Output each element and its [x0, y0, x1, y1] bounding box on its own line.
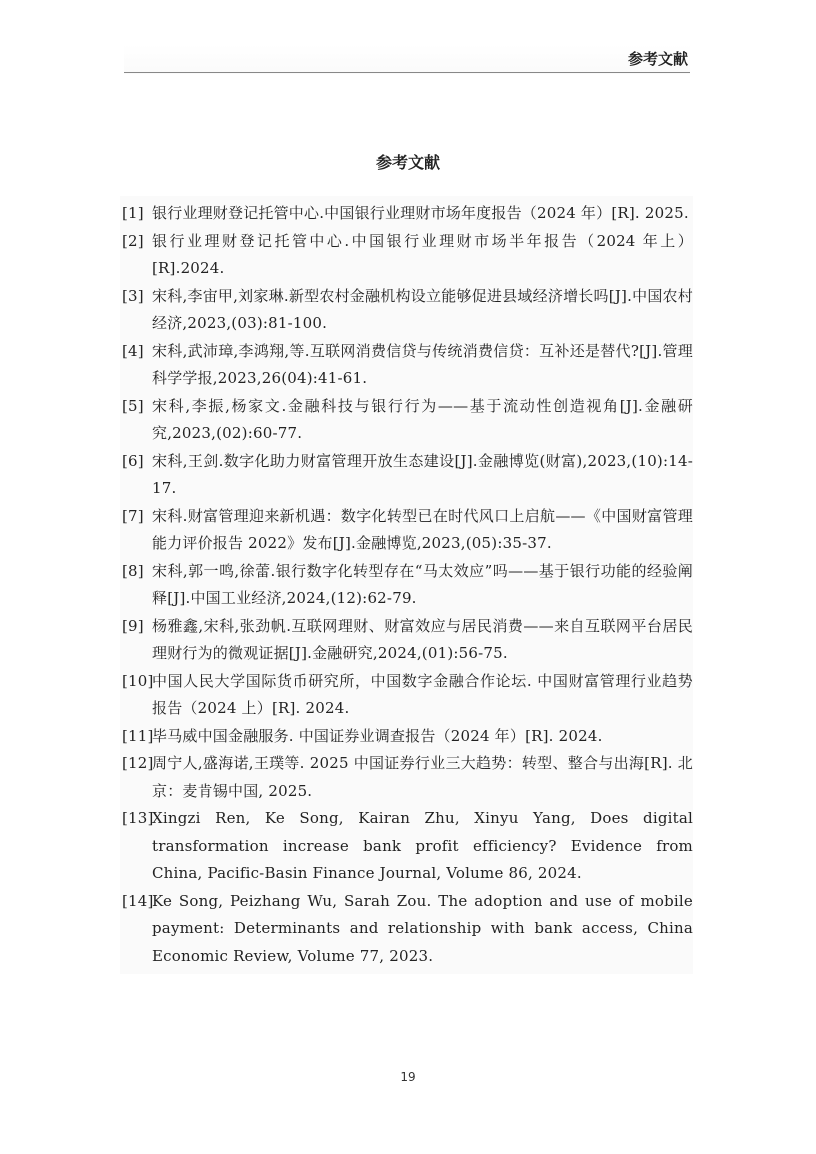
- reference-item: [120, 888, 693, 971]
- reference-text: 银行业理财登记托管中心.中国银行业理财市场年度报告（2024 年）[R]. 2025.: [152, 204, 689, 222]
- reference-list: [120, 196, 693, 974]
- reference-item: [120, 448, 693, 503]
- reference-item: [120, 228, 693, 283]
- reference-item: [120, 805, 693, 888]
- reference-text: 宋科,武沛璋,李鸿翔,等.互联网消费信贷与传统消费信贷：互补还是替代?[J].管理科学学报,2023,26(04):41-61.: [152, 341, 693, 387]
- section-title: 参考文献: [375, 153, 440, 172]
- reference-text: 宋科,李振,杨家文.金融科技与银行行为——基于流动性创造视角[J].金融研究,2023,(02):60-77.: [152, 396, 693, 442]
- reference-number: [11]: [122, 726, 154, 745]
- reference-text: 毕马威中国金融服务. 中国证券业调查报告（2024 年）[R]. 2024.: [152, 726, 603, 745]
- reference-item: [120, 503, 693, 558]
- reference-item: [120, 723, 693, 751]
- reference-item: [120, 200, 693, 228]
- reference-item: [120, 338, 693, 393]
- reference-item: [120, 393, 693, 448]
- page-number: 19: [400, 1070, 416, 1084]
- reference-number: [1]: [122, 204, 144, 222]
- reference-item: [120, 283, 693, 338]
- reference-text: 宋科.财富管理迎来新机遇：数字化转型已在时代风口上启航——《中国财富管理能力评价报告 2022》发布[J].金融博览,2023,(05):35-37.: [152, 506, 693, 552]
- reference-text: 中国人民大学国际货币研究所，中国数字金融合作论坛. 中国财富管理行业趋势报告（2024 上）[R]. 2024.: [152, 671, 693, 717]
- reference-number: [8]: [122, 561, 144, 580]
- reference-text: Xingzi Ren, Ke Song, Kairan Zhu, Xinyu Yang, Does digital transformation increase bank profit efficiency? Evidence from China, Pacific-Basin Finance Journal, Volume 86, 2024.: [152, 809, 693, 882]
- reference-number: [4]: [122, 341, 144, 360]
- header-band: [124, 44, 690, 74]
- reference-text: 周宁人,盛海诺,王璞等. 2025 中国证券行业三大趋势：转型、整合与出海[R]. 北京：麦肯锡中国, 2025.: [152, 754, 693, 800]
- reference-text: 宋科,王剑.数字化助力财富管理开放生态建设[J].金融博览(财富),2023,(10):14-17.: [152, 451, 693, 497]
- reference-text: 宋科,郭一鸣,徐蕾.银行数字化转型存在“马太效应”吗——基于银行功能的经验阐释[J].中国工业经济,2024,(12):62-79.: [152, 561, 693, 607]
- reference-item: [120, 558, 693, 613]
- reference-number: [9]: [122, 616, 144, 635]
- reference-number: [3]: [122, 286, 144, 305]
- reference-text: Ke Song, Peizhang Wu, Sarah Zou. The adoption and use of mobile payment: Determinants and relationship with bank access, China Economic Review, Volume 77, 2023.: [152, 891, 693, 965]
- reference-text: 宋科,李宙甲,刘家琳.新型农村金融机构设立能够促进县域经济增长吗[J].中国农村经济,2023,(03):81-100.: [152, 286, 693, 332]
- running-header: 参考文献: [627, 50, 688, 68]
- reference-text: 银行业理财登记托管中心.中国银行业理财市场半年报告（2024 年上）[R].2024.: [152, 231, 693, 277]
- reference-number: [5]: [122, 396, 144, 415]
- reference-number: [14]: [122, 891, 154, 910]
- reference-item: [120, 668, 693, 723]
- reference-text: 杨雅鑫,宋科,张劲帆.互联网理财、财富效应与居民消费——来自互联网平台居民理财行为的微观证据[J].金融研究,2024,(01):56-75.: [152, 616, 693, 662]
- reference-number: [10]: [122, 671, 154, 690]
- header-divider: [124, 72, 690, 73]
- reference-number: [2]: [122, 231, 144, 250]
- reference-item: [120, 750, 693, 805]
- reference-item: [120, 613, 693, 668]
- reference-number: [6]: [122, 451, 144, 470]
- reference-number: [13]: [122, 809, 154, 827]
- reference-number: [7]: [122, 506, 144, 525]
- reference-number: [12]: [122, 754, 154, 772]
